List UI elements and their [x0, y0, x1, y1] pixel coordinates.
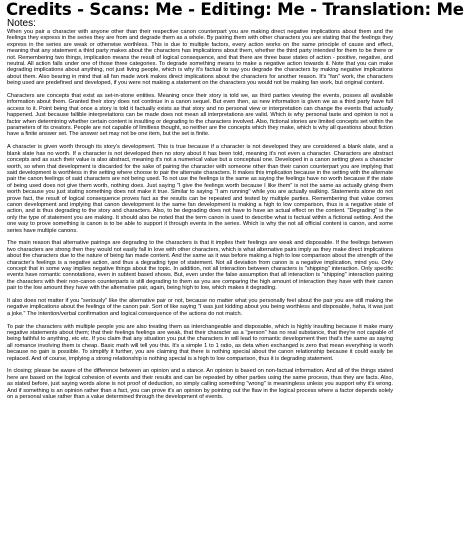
notes-paragraph: The main reason that alternative pairings are degrading to the characters is that it implies their feelings are weak and disposable. If the feelings between two characters are strong then they would not easily fall in love with other characters, which is what alternative pairs imply as they make direct implications about the characters due to the nature of being fan made content. And the same as it was before making a high to low comparison about the strength of the character's feelings is a negative action, and thus a degrading type of statement. Not all deviation from canon is a negative implication, mind you. Only concept that in some way implies negative things about the topic. In addition, not all interaction between characters is "shipping" interaction. Only specific events have romantic connotations, even in subtext based shows. But, even under the false assumption that all interaction is "shipping" interaction pairing the characters with their non-canon counterparts is still degrading to them as you are comparing the high amount of interaction they have with their canon pair to the low amount they have with the alternative pair, again, being high to low, which makes it degrading.	[7, 240, 393, 292]
notes-paragraph: It also does not matter if you "seriously" like the alternative pair or not, because no matter what you personally feel about the pair you are still making the negative implications about the feelings of the canon pair. Sort of like saying "I was just kidding about you being worthless and disposable, haha, it was just a joke." The intention/verbal confirmation and logical consequence of the actions do not match.	[7, 298, 393, 317]
notes-paragraph: In closing; please be aware of the difference between an opinion and a stance. An opinion is based on non-factual information. And all of the things stated here are based on the logical cohesion of events and their results and can be repeated by other parties using the same process, thus they are facts. Also, as stated before, just saying words alone is not proof of deduction, so simply calling something "wrong" is meaningless unless you support why it's wrong. And if something is an opinion rather than a fact, you can prove it's an opinion by pointing out the flaw in the logical process where a factor depends solely on a personal value rather than a value determined through the development of events.	[7, 368, 393, 401]
notes-paragraph: To pair the characters with multiple people you are also treating them as interchangeable and disposable, which is highly insulting because it make many negative statements about them; that their feelings feelings are weak, that their character as a "person" has no real substance, that they're not capable of being faithful to anything, etc etc. If you claim that any situation you put the characters in will lead to romantic development then that's the same as saying all romance involving them is cheap. Basic math will tell you this. It's a simple 1 to 1 ratio, as deta when exchanged is zero that mean everything is worth because no gain is possible. To simplify it further, you are claiming that there is nothing special about the canon relationship because it could easily be replaced. And of course, implying a strong relationship is nothing special is a high to low comparison, thus it is degrading statement.	[7, 323, 393, 362]
notes-paragraph: Characters are concepts that exist as set-in-stone entities. Meaning once their story is told we, as third parties viewing the events, posses all available information about them. Granted their story does not continue in a canon sequel. But even then, as new information is given we as a third party have full access to it. Point being that once a story is told it factually exists as that story and no personal view or interpretation can change the events that actually happened. Just because fallible interpretations can be made does not mean all interpretations are valid. Which is why personal taste and opinion is not a factor when determining whether certain content is insulting or degrading to the characters involved. Also, fictional stories are limited concepts set within the parameters of its creators. People are not capable of limitless thought, so neither are the concepts which they make, which is why all questions about fiction have a finite answer set. The answer set may not be one item, but the set is finite.	[7, 93, 393, 138]
credits-banner: Credits - Scans: Me - Editing: Me - Translation: Me	[6, 0, 464, 19]
notes-paragraph: When you pair a character with anyone other than their respective canon counterpart you are making direct negative implications about them and the feelings they express in the series they are from and degrade them as a whole. By pairing them with other characters you are stating that the feelings they express in the series are weak or otherwise worthless. This is due to multiple factors, every action works on the same principle of cause and effect, meaning that any statement a third party makes about the characters has implications about them, whether the third party intended for them to be there or not. Remembering two things, implication means the result of logical consequence, and that there are three base states of action - positive, negative, and neutral. All action falls under one of those three categories. To degrade something means to make a negative action towards it. Note that you can make degrading implications about anything, not just living people, which is why it's factual to say you degrade the characters by making negative implications about them. Also bearing in mind that all fan made work makes direct implications about the characters for another reason. It's "fan" work, the characters being used are predefined and developed, if you were not making a statement on the characters you would not be making fan work, but original content.	[7, 29, 393, 87]
notes-heading: Notes:	[7, 18, 36, 29]
notes-body	[7, 29, 393, 400]
notes-paragraph: A character is given worth through its story's development. This is true because if a character is not developed they are considered a blank slate, and a blank slate has no worth. If a character is not developed then no story about it has been told, meaning it's not even a character. Characters are abstract concepts and as such their value is also abstract, meaning it's not a numerical value but a conceptual one. Developed in a canon setting gives a character worth, so when that development is discarded for the sake of pairing the character with someone other than their canon counterpart you are implying that said development is worthless in the setting where choose to pair the alternate characters. It makes this implication because in the setting with the alternate pair the canon feelings of said characters are not being used. To not use the feelings is the same as saying the feelings have no worth because if the state of being used does not give them worth, nothing does. Just saying "I give the feelings worth because I like them" is not the same as actually giving them worth because you just stating something does not make it true. Similar to saying "I am running" while you are actually walking. Statements alone do not prove fact, the result of logical consequence proves fact as the results can be repeated and tested by multiple parties. Remembering that value comes canon development and implying that canon development is the same fan development is making a high to low comparison, thus is a negative state of action, and is thus degrading to the story and characters. Also, to be degrading does not have to have an actual effect on the content. "Degrading" is the only the type of statement you are making. It should also be noted that the term canon is used to describe what is factual within a fictional setting. And the one way to prove something is canon is to be able to support it through events in the series. Which is why the not all official content is canon, and some series have multiple canons.	[7, 144, 393, 234]
